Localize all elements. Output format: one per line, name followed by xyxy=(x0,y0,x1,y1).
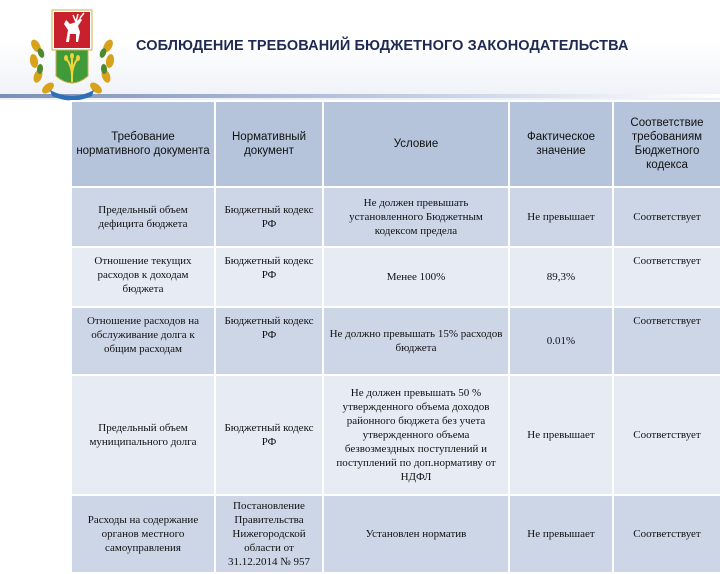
column-header-condition: Условие xyxy=(323,101,509,187)
compliance-table xyxy=(70,100,720,574)
cell-actual: 0.01% xyxy=(509,307,613,375)
column-header-actual: Фактическое значение xyxy=(509,101,613,187)
cell-requirement: Предельный объем дефицита бюджета xyxy=(71,187,215,247)
cell-compliance: Соответствует xyxy=(613,187,720,247)
column-header-compliance: Соответствие требованиям Бюджетного кодекса xyxy=(613,101,720,187)
cell-document: Бюджетный кодекс РФ xyxy=(215,375,323,495)
table-row xyxy=(71,187,720,247)
cell-compliance: Соответствует xyxy=(613,247,720,307)
cell-requirement: Расходы на содержание органов местного самоуправления xyxy=(71,495,215,573)
cell-document: Бюджетный кодекс РФ xyxy=(215,247,323,307)
cell-actual: Не превышает xyxy=(509,495,613,573)
cell-requirement: Отношение расходов на обслуживание долга к общим расходам xyxy=(71,307,215,375)
cell-condition: Не должен превышать 50 % утвержденного объема доходов районного бюджета без учета утвержденного объема безвозмездных поступлений и поступлений по доп.нормативу от НДФЛ xyxy=(323,375,509,495)
cell-condition: Не должно превышать 15% расходов бюджета xyxy=(323,307,509,375)
cell-requirement: Отношение текущих расходов к доходам бюджета xyxy=(71,247,215,307)
cell-document: Бюджетный кодекс РФ xyxy=(215,187,323,247)
cell-document: Бюджетный кодекс РФ xyxy=(215,307,323,375)
cell-condition: Менее 100% xyxy=(323,247,509,307)
cell-condition: Не должен превышать установленного Бюджетным кодексом предела xyxy=(323,187,509,247)
cell-compliance: Соответствует xyxy=(613,307,720,375)
table-header-row xyxy=(71,101,720,187)
cell-actual: Не превышает xyxy=(509,375,613,495)
table-row xyxy=(71,307,720,375)
cell-document: Постановление Правительства Нижегородской области от 31.12.2014 № 957 xyxy=(215,495,323,573)
cell-compliance: Соответствует xyxy=(613,375,720,495)
coat-of-arms-icon xyxy=(26,6,118,102)
table-row xyxy=(71,247,720,307)
cell-actual: 89,3% xyxy=(509,247,613,307)
compliance-table-wrap xyxy=(70,100,720,574)
column-header-requirement: Требование нормативного документа xyxy=(71,101,215,187)
page-title: СОБЛЮДЕНИЕ ТРЕБОВАНИЙ БЮДЖЕТНОГО ЗАКОНОДАТЕЛЬСТВА xyxy=(136,38,629,54)
table-row xyxy=(71,375,720,495)
cell-compliance: Соответствует xyxy=(613,495,720,573)
cell-condition: Установлен норматив xyxy=(323,495,509,573)
column-header-document: Нормативный документ xyxy=(215,101,323,187)
cell-requirement: Предельный объем муниципального долга xyxy=(71,375,215,495)
table-row xyxy=(71,495,720,573)
cell-actual: Не превышает xyxy=(509,187,613,247)
